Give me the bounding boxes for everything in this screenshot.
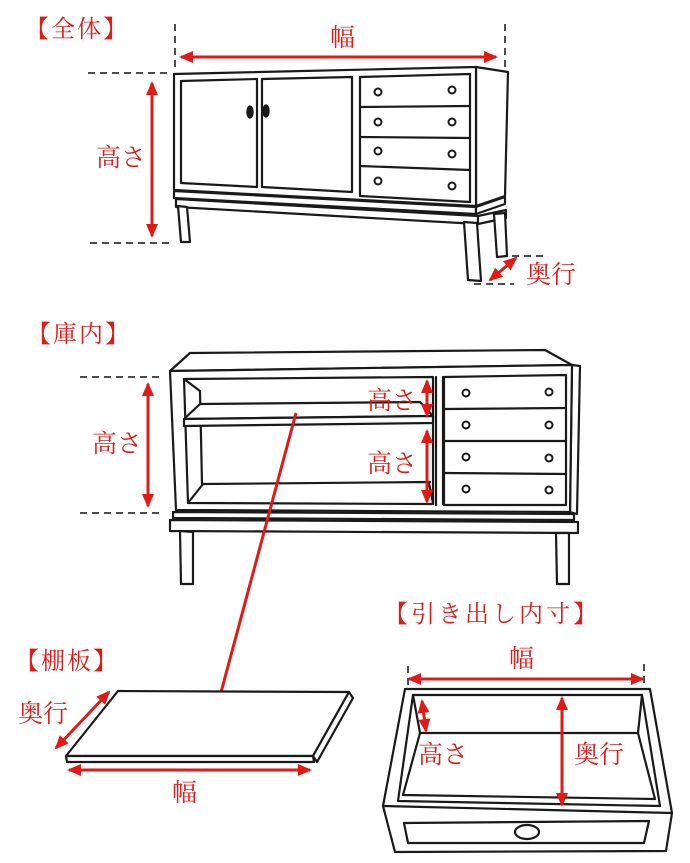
interior-leg-right <box>556 533 569 584</box>
shelf-board-section-title: 【棚板】 <box>15 648 119 675</box>
drawer-width-label: 幅 <box>509 645 535 673</box>
drawer-illustration <box>383 689 672 852</box>
cabinet-side-panel <box>476 67 508 206</box>
overall-height-label: 高さ <box>96 144 147 172</box>
shelf-space-height-label: 高さ <box>367 387 418 415</box>
drawer-knob-icon <box>515 825 539 839</box>
overall-depth-arrow <box>490 258 516 280</box>
shelf-front-edge <box>184 416 433 426</box>
cabinet-door-left <box>181 79 257 187</box>
leg-back-right <box>494 213 507 257</box>
interior-height-label: 高さ <box>92 430 143 458</box>
overall-section <box>25 16 576 289</box>
cabinet-door-right <box>262 77 352 192</box>
interior-stand-rail <box>170 520 578 533</box>
shelf-board-top-face <box>66 691 349 756</box>
interior-base-band <box>173 512 574 520</box>
door-handle-left-icon <box>247 107 252 118</box>
drawer-inside-section <box>383 601 672 852</box>
overall-depth-label: 奥行 <box>526 261 577 289</box>
shelf-board-front-edge <box>66 756 314 762</box>
drawer-section-title: 【引き出し内寸】 <box>384 601 600 628</box>
shelf-board-section <box>15 648 353 807</box>
door-handle-right-icon <box>263 106 268 117</box>
shelf-board-illustration <box>66 691 353 762</box>
shelf-board-depth-label: 奥行 <box>18 700 69 728</box>
interior-section-title: 【庫内】 <box>27 321 131 348</box>
leg-front-left <box>178 206 190 242</box>
overall-section-title: 【全体】 <box>25 16 129 43</box>
interior-leg-left <box>180 531 193 584</box>
overall-width-label: 幅 <box>330 24 356 52</box>
lower-space-height-label: 高さ <box>367 450 418 478</box>
drawer-depth-label: 奥行 <box>574 741 625 769</box>
overall-cabinet-illustration <box>174 67 508 281</box>
shelf-board-width-label: 幅 <box>172 779 198 807</box>
leg-front-right <box>464 222 481 281</box>
drawer-height-label: 高さ <box>418 741 469 769</box>
